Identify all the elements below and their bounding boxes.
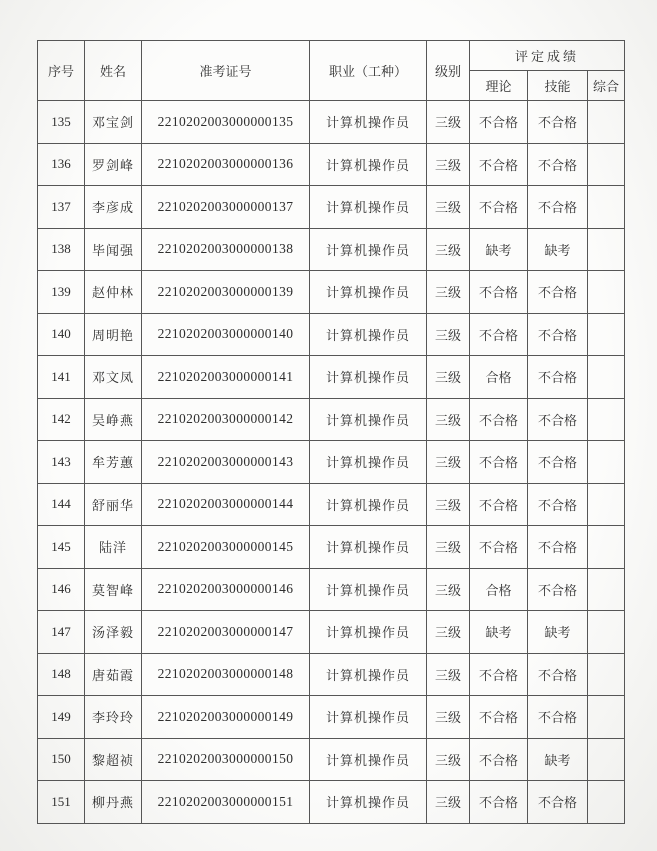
cell-level: 三级 bbox=[427, 356, 470, 399]
cell-serial-number: 142 bbox=[38, 398, 85, 441]
cell-serial-number: 149 bbox=[38, 696, 85, 739]
cell-comprehensive-result bbox=[588, 228, 625, 271]
cell-ticket-number: 2210202003000000150 bbox=[142, 738, 310, 781]
cell-skill-result: 不合格 bbox=[528, 441, 588, 484]
cell-candidate-name: 邓宝剑 bbox=[85, 101, 142, 144]
cell-serial-number: 136 bbox=[38, 143, 85, 186]
cell-serial-number: 147 bbox=[38, 611, 85, 654]
cell-comprehensive-result bbox=[588, 611, 625, 654]
cell-skill-result: 不合格 bbox=[528, 271, 588, 314]
cell-skill-result: 不合格 bbox=[528, 696, 588, 739]
cell-theory-result: 缺考 bbox=[470, 228, 528, 271]
cell-theory-result: 不合格 bbox=[470, 186, 528, 229]
cell-ticket-number: 2210202003000000143 bbox=[142, 441, 310, 484]
cell-serial-number: 138 bbox=[38, 228, 85, 271]
cell-candidate-name: 汤泽毅 bbox=[85, 611, 142, 654]
cell-level: 三级 bbox=[427, 313, 470, 356]
cell-ticket-number: 2210202003000000140 bbox=[142, 313, 310, 356]
table-row bbox=[38, 568, 625, 611]
cell-serial-number: 135 bbox=[38, 101, 85, 144]
cell-candidate-name: 毕闻强 bbox=[85, 228, 142, 271]
cell-serial-number: 141 bbox=[38, 356, 85, 399]
table-row bbox=[38, 398, 625, 441]
cell-level: 三级 bbox=[427, 611, 470, 654]
cell-serial-number: 148 bbox=[38, 653, 85, 696]
cell-occupation: 计算机操作员 bbox=[310, 356, 427, 399]
cell-comprehensive-result bbox=[588, 568, 625, 611]
cell-theory-result: 不合格 bbox=[470, 271, 528, 314]
table-row bbox=[38, 781, 625, 824]
cell-occupation: 计算机操作员 bbox=[310, 611, 427, 654]
cell-level: 三级 bbox=[427, 398, 470, 441]
cell-serial-number: 137 bbox=[38, 186, 85, 229]
cell-level: 三级 bbox=[427, 568, 470, 611]
cell-theory-result: 不合格 bbox=[470, 653, 528, 696]
cell-ticket-number: 2210202003000000145 bbox=[142, 526, 310, 569]
cell-ticket-number: 2210202003000000141 bbox=[142, 356, 310, 399]
cell-comprehensive-result bbox=[588, 696, 625, 739]
header-theory: 理论 bbox=[470, 71, 528, 101]
cell-candidate-name: 唐茹霞 bbox=[85, 653, 142, 696]
cell-comprehensive-result bbox=[588, 653, 625, 696]
table-row bbox=[38, 313, 625, 356]
cell-level: 三级 bbox=[427, 653, 470, 696]
cell-candidate-name: 舒丽华 bbox=[85, 483, 142, 526]
table-row bbox=[38, 101, 625, 144]
cell-occupation: 计算机操作员 bbox=[310, 101, 427, 144]
header-skill: 技能 bbox=[528, 71, 588, 101]
table-row bbox=[38, 228, 625, 271]
table-row bbox=[38, 653, 625, 696]
cell-comprehensive-result bbox=[588, 101, 625, 144]
cell-occupation: 计算机操作员 bbox=[310, 483, 427, 526]
cell-skill-result: 不合格 bbox=[528, 526, 588, 569]
cell-ticket-number: 2210202003000000151 bbox=[142, 781, 310, 824]
cell-level: 三级 bbox=[427, 101, 470, 144]
cell-theory-result: 不合格 bbox=[470, 526, 528, 569]
cell-theory-result: 缺考 bbox=[470, 611, 528, 654]
cell-serial-number: 146 bbox=[38, 568, 85, 611]
cell-comprehensive-result bbox=[588, 143, 625, 186]
cell-candidate-name: 赵仲林 bbox=[85, 271, 142, 314]
cell-comprehensive-result bbox=[588, 186, 625, 229]
cell-candidate-name: 柳丹燕 bbox=[85, 781, 142, 824]
exam-results-table bbox=[37, 40, 625, 824]
cell-occupation: 计算机操作员 bbox=[310, 526, 427, 569]
cell-skill-result: 不合格 bbox=[528, 653, 588, 696]
cell-serial-number: 151 bbox=[38, 781, 85, 824]
cell-skill-result: 不合格 bbox=[528, 781, 588, 824]
cell-ticket-number: 2210202003000000144 bbox=[142, 483, 310, 526]
cell-occupation: 计算机操作员 bbox=[310, 228, 427, 271]
cell-ticket-number: 2210202003000000139 bbox=[142, 271, 310, 314]
cell-skill-result: 不合格 bbox=[528, 101, 588, 144]
cell-ticket-number: 2210202003000000142 bbox=[142, 398, 310, 441]
cell-candidate-name: 莫智峰 bbox=[85, 568, 142, 611]
cell-theory-result: 合格 bbox=[470, 356, 528, 399]
cell-level: 三级 bbox=[427, 738, 470, 781]
cell-candidate-name: 黎超祯 bbox=[85, 738, 142, 781]
cell-serial-number: 144 bbox=[38, 483, 85, 526]
cell-comprehensive-result bbox=[588, 738, 625, 781]
cell-level: 三级 bbox=[427, 271, 470, 314]
cell-level: 三级 bbox=[427, 441, 470, 484]
table-row bbox=[38, 271, 625, 314]
header-serial: 序号 bbox=[38, 41, 85, 101]
cell-occupation: 计算机操作员 bbox=[310, 271, 427, 314]
cell-theory-result: 不合格 bbox=[470, 101, 528, 144]
table-row bbox=[38, 526, 625, 569]
cell-serial-number: 145 bbox=[38, 526, 85, 569]
cell-occupation: 计算机操作员 bbox=[310, 653, 427, 696]
cell-ticket-number: 2210202003000000136 bbox=[142, 143, 310, 186]
table-body bbox=[38, 101, 625, 824]
cell-level: 三级 bbox=[427, 186, 470, 229]
cell-comprehensive-result bbox=[588, 398, 625, 441]
cell-theory-result: 不合格 bbox=[470, 441, 528, 484]
header-occupation: 职业（工种） bbox=[310, 41, 427, 101]
header-ticket-number: 准考证号 bbox=[142, 41, 310, 101]
cell-ticket-number: 2210202003000000146 bbox=[142, 568, 310, 611]
cell-theory-result: 不合格 bbox=[470, 696, 528, 739]
cell-theory-result: 不合格 bbox=[470, 738, 528, 781]
cell-occupation: 计算机操作员 bbox=[310, 441, 427, 484]
cell-skill-result: 不合格 bbox=[528, 568, 588, 611]
cell-theory-result: 不合格 bbox=[470, 781, 528, 824]
cell-level: 三级 bbox=[427, 143, 470, 186]
cell-ticket-number: 2210202003000000137 bbox=[142, 186, 310, 229]
cell-skill-result: 不合格 bbox=[528, 356, 588, 399]
table-header bbox=[38, 41, 625, 101]
cell-skill-result: 不合格 bbox=[528, 313, 588, 356]
cell-occupation: 计算机操作员 bbox=[310, 696, 427, 739]
header-level: 级别 bbox=[427, 41, 470, 101]
table-row bbox=[38, 441, 625, 484]
cell-occupation: 计算机操作员 bbox=[310, 143, 427, 186]
cell-comprehensive-result bbox=[588, 356, 625, 399]
cell-comprehensive-result bbox=[588, 441, 625, 484]
cell-ticket-number: 2210202003000000148 bbox=[142, 653, 310, 696]
cell-occupation: 计算机操作员 bbox=[310, 186, 427, 229]
cell-theory-result: 不合格 bbox=[470, 398, 528, 441]
table-row bbox=[38, 143, 625, 186]
cell-candidate-name: 牟芳蕙 bbox=[85, 441, 142, 484]
cell-comprehensive-result bbox=[588, 271, 625, 314]
header-score-group: 评定成绩 bbox=[470, 41, 625, 71]
table-row bbox=[38, 483, 625, 526]
cell-occupation: 计算机操作员 bbox=[310, 398, 427, 441]
table-row bbox=[38, 611, 625, 654]
cell-ticket-number: 2210202003000000147 bbox=[142, 611, 310, 654]
cell-level: 三级 bbox=[427, 781, 470, 824]
cell-theory-result: 不合格 bbox=[470, 143, 528, 186]
cell-skill-result: 不合格 bbox=[528, 186, 588, 229]
cell-skill-result: 不合格 bbox=[528, 398, 588, 441]
cell-skill-result: 缺考 bbox=[528, 228, 588, 271]
table-row bbox=[38, 356, 625, 399]
cell-ticket-number: 2210202003000000135 bbox=[142, 101, 310, 144]
cell-level: 三级 bbox=[427, 696, 470, 739]
cell-candidate-name: 周明艳 bbox=[85, 313, 142, 356]
cell-comprehensive-result bbox=[588, 483, 625, 526]
cell-candidate-name: 吴峥燕 bbox=[85, 398, 142, 441]
cell-skill-result: 缺考 bbox=[528, 738, 588, 781]
cell-candidate-name: 邓文凤 bbox=[85, 356, 142, 399]
cell-ticket-number: 2210202003000000138 bbox=[142, 228, 310, 271]
cell-theory-result: 不合格 bbox=[470, 313, 528, 356]
cell-serial-number: 139 bbox=[38, 271, 85, 314]
cell-candidate-name: 李玲玲 bbox=[85, 696, 142, 739]
cell-skill-result: 不合格 bbox=[528, 483, 588, 526]
header-name: 姓名 bbox=[85, 41, 142, 101]
cell-level: 三级 bbox=[427, 228, 470, 271]
cell-theory-result: 不合格 bbox=[470, 483, 528, 526]
cell-level: 三级 bbox=[427, 483, 470, 526]
cell-level: 三级 bbox=[427, 526, 470, 569]
table-row bbox=[38, 696, 625, 739]
cell-comprehensive-result bbox=[588, 313, 625, 356]
cell-ticket-number: 2210202003000000149 bbox=[142, 696, 310, 739]
cell-candidate-name: 陆洋 bbox=[85, 526, 142, 569]
cell-serial-number: 143 bbox=[38, 441, 85, 484]
table-row bbox=[38, 186, 625, 229]
cell-candidate-name: 李彦成 bbox=[85, 186, 142, 229]
cell-serial-number: 150 bbox=[38, 738, 85, 781]
table-row bbox=[38, 738, 625, 781]
cell-occupation: 计算机操作员 bbox=[310, 738, 427, 781]
cell-serial-number: 140 bbox=[38, 313, 85, 356]
cell-skill-result: 缺考 bbox=[528, 611, 588, 654]
header-comprehensive: 综合 bbox=[588, 71, 625, 101]
cell-comprehensive-result bbox=[588, 781, 625, 824]
cell-occupation: 计算机操作员 bbox=[310, 568, 427, 611]
cell-candidate-name: 罗剑峰 bbox=[85, 143, 142, 186]
cell-occupation: 计算机操作员 bbox=[310, 313, 427, 356]
cell-skill-result: 不合格 bbox=[528, 143, 588, 186]
cell-occupation: 计算机操作员 bbox=[310, 781, 427, 824]
cell-comprehensive-result bbox=[588, 526, 625, 569]
cell-theory-result: 合格 bbox=[470, 568, 528, 611]
